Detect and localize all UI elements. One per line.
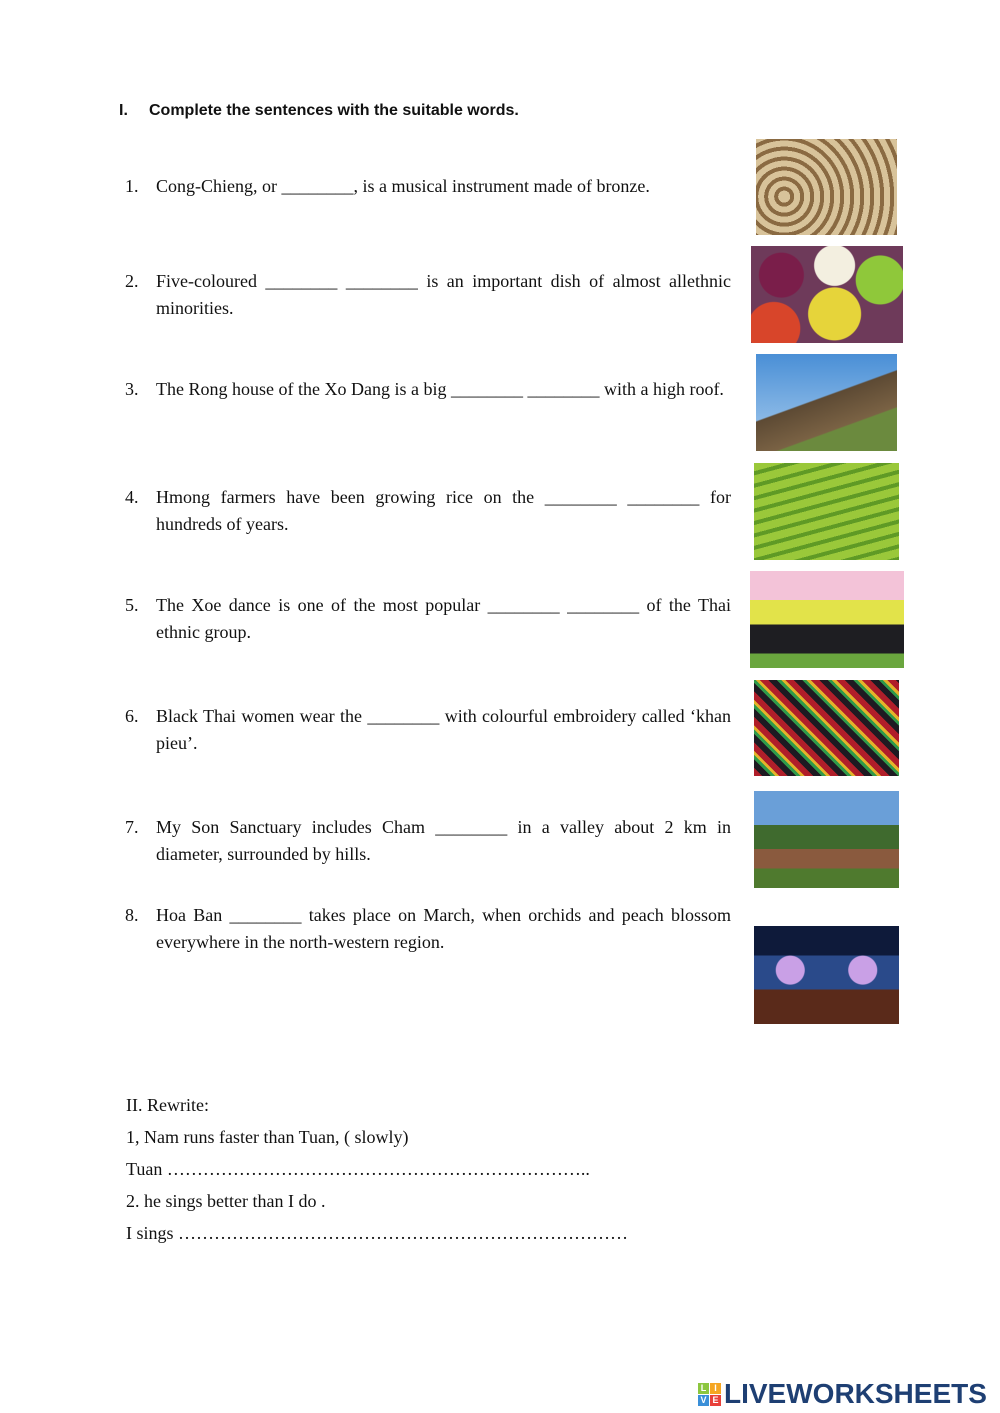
my-son-temples-photo — [754, 791, 899, 888]
liveworksheets-logo: L I V E LIVEWORKSHEETS — [698, 1378, 987, 1410]
logo-icon: L I V E — [698, 1383, 721, 1406]
gongs-photo — [756, 139, 897, 235]
question-8: 8. Hoa Ban ________ takes place on March, when orchids and peach blossom everywhere in the north-western region. — [125, 905, 731, 952]
question-2: 2. Five-coloured ________ ________ is an important dish of almost allethnic minorities. — [125, 271, 731, 318]
xoe-dance-photo — [750, 571, 904, 668]
festival-stage-photo — [754, 926, 899, 1024]
section-1-heading: I. Complete the sentences with the suitable words. — [119, 102, 519, 119]
sticky-rice-photo — [751, 246, 903, 343]
question-4: 4. Hmong farmers have been growing rice on the ________ ________ for hundreds of years. — [125, 487, 731, 534]
section-2-heading: II. Rewrite: — [126, 1095, 209, 1115]
rewrite-prompt-2: 2. he sings better than I do . — [126, 1191, 326, 1211]
question-1: 1. Cong-Chieng, or ________, is a musical instrument made of bronze. — [125, 176, 650, 196]
question-6: 6. Black Thai women wear the ________ with colourful embroidery called ‘khan pieu’. — [125, 706, 731, 753]
rewrite-answer-1[interactable]: Tuan …………………………………………………………….. — [126, 1159, 590, 1179]
question-3: 3. The Rong house of the Xo Dang is a big ________ ________ with a high roof. — [125, 379, 724, 399]
question-5: 5. The Xoe dance is one of the most popular ________ ________ of the Thai ethnic group. — [125, 595, 731, 642]
rewrite-prompt-1: 1, Nam runs faster than Tuan, ( slowly) — [126, 1127, 409, 1147]
rong-house-photo — [756, 354, 897, 451]
embroidered-scarf-photo — [754, 680, 899, 776]
rice-terraces-photo — [754, 463, 899, 560]
rewrite-answer-2[interactable]: I sings ………………………………………………………………… — [126, 1223, 629, 1243]
question-7: 7. My Son Sanctuary includes Cham ________ in a valley about 2 km in diameter, surrounded by hills. — [125, 817, 731, 864]
